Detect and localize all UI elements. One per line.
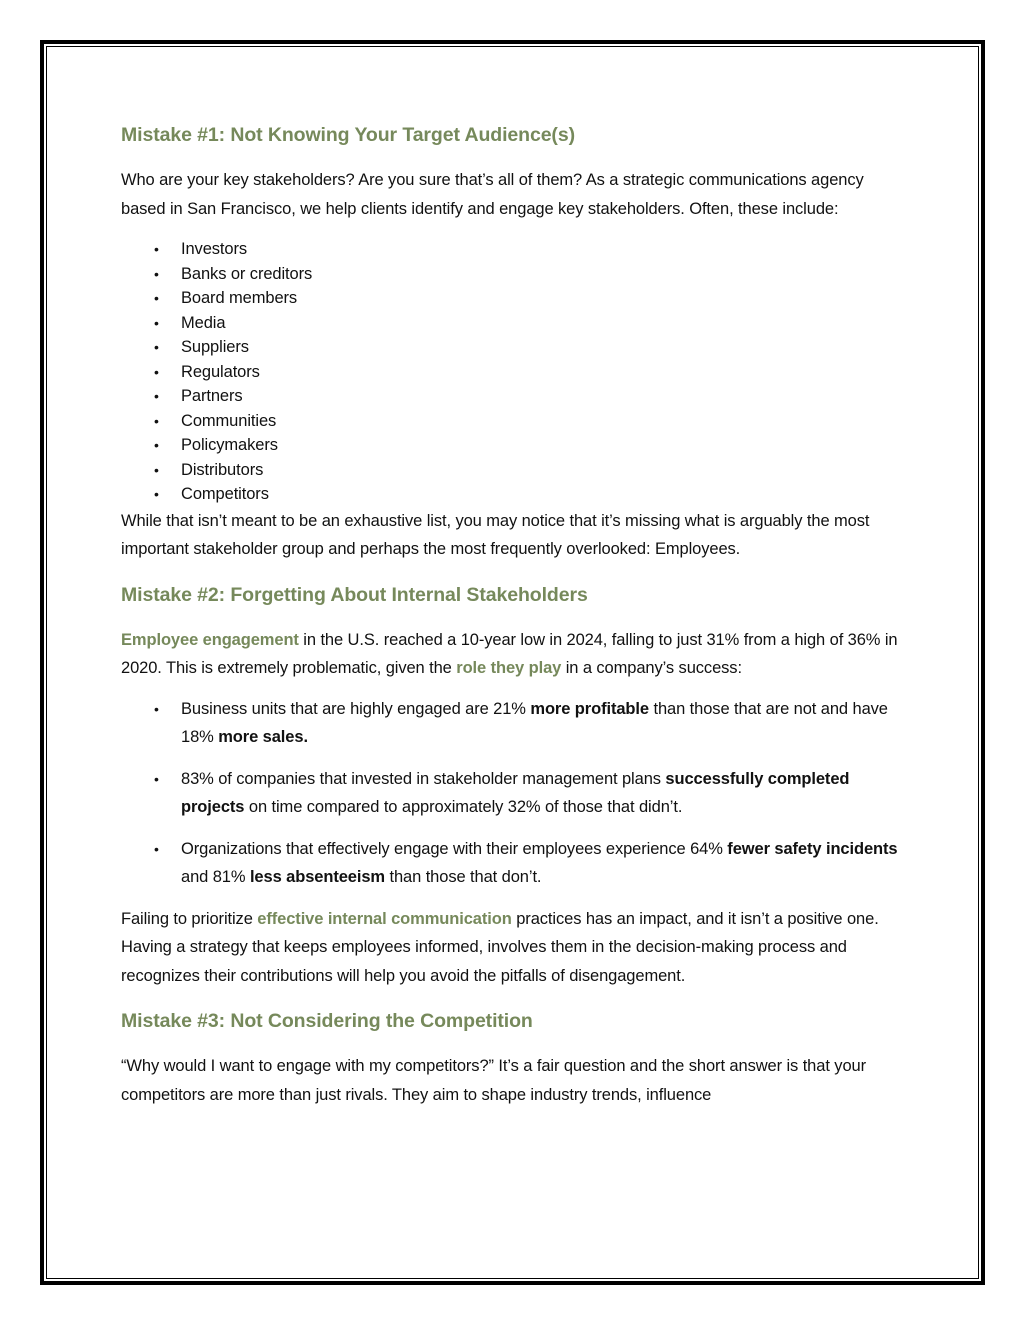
section2-closing-text: Failing to prioritize — [121, 909, 258, 928]
stat-text: than those that don’t. — [385, 868, 542, 886]
list-item: • Regulators — [181, 360, 911, 385]
stat-list — [121, 695, 911, 892]
section2-heading: Mistake #2: Forgetting About Internal Stakeholders — [121, 583, 588, 606]
section2-closing-text: practices has an impact, and it isn’t a positive one. Having a strategy that keeps employees informed, involves them in the decision-making process and recognizes their contributions will help you avoid the pitfalls of disengagement. — [121, 909, 879, 985]
stat-text: Business units that are highly engaged are 21% — [181, 699, 531, 718]
section3-intro: “Why would I want to engage with my competitors?” It’s a fair question and the short answer is that your competitors are more than just rivals. They aim to shape industry trends, influence — [121, 1057, 866, 1104]
list-item: • Banks or creditors — [181, 262, 911, 287]
stat-bold: successfully completed projects — [181, 769, 850, 816]
employee-engagement-link[interactable]: Employee engagement — [121, 630, 299, 649]
list-item: • Distributors — [181, 458, 911, 483]
list-item: • Media — [181, 311, 911, 336]
section3-heading: Mistake #3: Not Considering the Competition — [121, 1010, 533, 1032]
stat-text: on time compared to approximately 32% of those that didn’t. — [244, 798, 683, 816]
list-item — [181, 835, 911, 892]
stat-bold: more profitable — [530, 699, 649, 718]
stat-bold: more sales. — [218, 728, 308, 746]
stat-bold: fewer safety incidents — [727, 839, 898, 858]
list-item: • Competitors — [181, 482, 911, 507]
section2-intro-text: in the U.S. reached a 10-year low in 2024, falling to just 31% from a high of 36% in 2020. This is extremely problematic, given the — [121, 630, 898, 677]
list-item: • Policymakers — [181, 433, 911, 458]
internal-communication-link[interactable]: effective internal communication — [257, 909, 512, 928]
stat-text: than those that are not and have 18% — [181, 699, 888, 746]
stat-text: 83% of companies that invested in stakeholder management plans — [181, 769, 666, 788]
stat-bold: less absenteeism — [249, 868, 386, 886]
section1-intro: Who are your key stakeholders? Are you sure that’s all of them? As a strategic communications agency based in San Francisco, we help clients identify and engage key stakeholders. Often, these include: — [121, 171, 864, 218]
stat-text: and 81% — [181, 868, 250, 886]
list-item: • Communities — [181, 409, 911, 434]
list-item: • Suppliers — [181, 335, 911, 360]
role-they-play-link[interactable]: role they play — [456, 659, 562, 677]
section1-closing: While that isn’t meant to be an exhaustive list, you may notice that it’s missing what is arguably the most important stakeholder group and perhaps the most frequently overlooked: Employees. — [121, 511, 870, 558]
stat-text: Organizations that effectively engage with their employees experience 64% — [181, 839, 728, 858]
stakeholder-list — [121, 237, 911, 507]
list-item — [181, 695, 911, 752]
list-item: • Board members — [181, 286, 911, 311]
list-item: • Investors — [181, 237, 911, 262]
section1-heading: Mistake #1: Not Knowing Your Target Audience(s) — [121, 124, 575, 146]
section2-closing — [121, 905, 911, 991]
section2-intro — [121, 626, 911, 683]
document-body — [121, 118, 911, 1119]
section2-intro-text: in a company’s success: — [561, 659, 742, 677]
list-item: • Partners — [181, 384, 911, 409]
list-item — [181, 765, 911, 822]
